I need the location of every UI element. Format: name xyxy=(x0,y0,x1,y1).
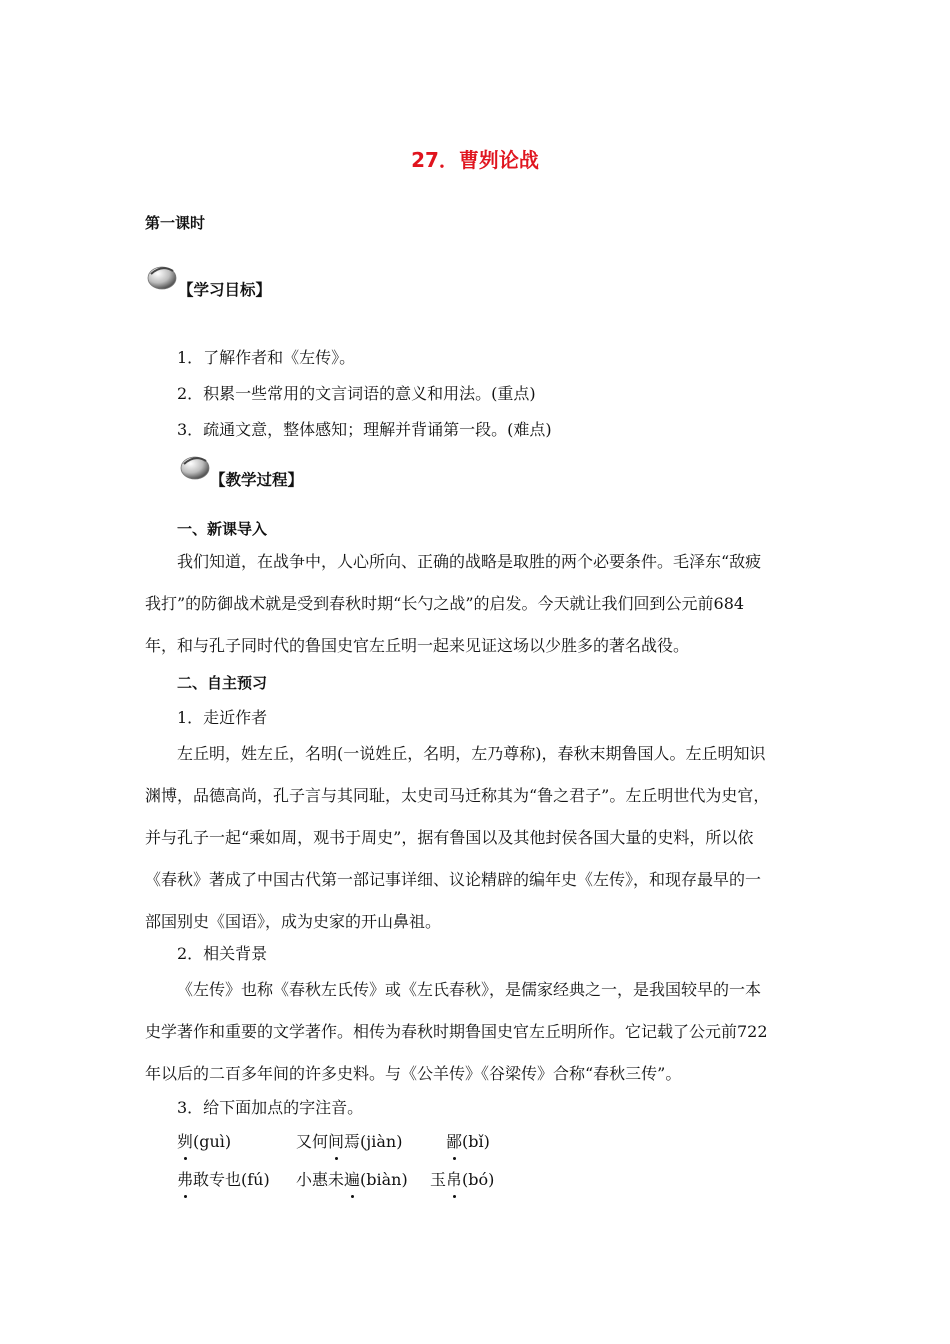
page-title: 27．曹刿论战 xyxy=(411,148,539,172)
author-line: 渊博，品德高尚，孔子言与其同耻，太史司马迁称其为“鲁之君子”。左丘明世代为史官， xyxy=(145,786,770,805)
part2-heading: 二、自主预习 xyxy=(177,674,268,692)
background-line: 年以后的二百多年间的许多史料。与《公羊传》《谷梁传》合称“春秋三传”。 xyxy=(145,1064,682,1083)
pinyin-item: 小惠未遍(biàn) xyxy=(296,1170,408,1189)
author-line: 部国别史《国语》，成为史家的开山鼻祖。 xyxy=(145,912,442,931)
pinyin-item: 刿(guì) xyxy=(177,1132,232,1151)
author-line: 并与孔子一起“乘如周，观书于周史”，据有鲁国以及其他封侯各国大量的史料，所以依 xyxy=(145,828,754,847)
sub-heading-pinyin: 3．给下面加点的字注音。 xyxy=(177,1098,364,1117)
dotted-char: 鄙 xyxy=(446,1132,463,1151)
author-line: 《春秋》著成了中国古代第一部记事详细、议论精辟的编年史《左传》，和现存最早的一 xyxy=(145,870,762,889)
dotted-char: 帛 xyxy=(446,1170,463,1189)
pinyin-item: 弗敢专也(fú) xyxy=(177,1170,270,1189)
sub-heading-author: 1．走近作者 xyxy=(177,708,268,727)
intro-line: 我打”的防御战术就是受到春秋时期“长勺之战”的启发。今天就让我们回到公元前684 xyxy=(145,594,745,613)
sub-heading-background: 2．相关背景 xyxy=(177,944,268,963)
objective-item: 2．积累一些常用的文言词语的意义和用法。(重点) xyxy=(177,384,536,403)
part1-heading: 一、新课导入 xyxy=(177,520,268,538)
lesson-label: 第一课时 xyxy=(145,214,206,232)
dotted-char: 间 xyxy=(328,1132,345,1151)
background-line: 史学著作和重要的文学著作。相传为春秋时期鲁国史官左丘明所作。它记载了公元前722 xyxy=(145,1022,768,1041)
dotted-char: 弗 xyxy=(177,1170,194,1189)
pinyin-item: 又何间焉(jiàn) xyxy=(296,1132,403,1151)
dotted-char: 遍 xyxy=(344,1170,361,1189)
section-bullet-icon xyxy=(145,262,179,290)
pinyin-item: 玉帛(bó) xyxy=(430,1170,495,1189)
dotted-char: 刿 xyxy=(177,1132,194,1151)
intro-line: 年，和与孔子同时代的鲁国史官左丘明一起来见证这场以少胜多的著名战役。 xyxy=(145,636,690,655)
author-line: 左丘明，姓左丘，名明(一说姓丘，名明，左乃尊称)，春秋末期鲁国人。左丘明知识 xyxy=(177,744,766,763)
section-bullet-icon xyxy=(178,452,212,480)
intro-line: 我们知道，在战争中，人心所向、正确的战略是取胜的两个必要条件。毛泽东“敌疲 xyxy=(177,552,762,571)
objectives-heading: 【学习目标】 xyxy=(178,281,272,299)
objective-item: 3．疏通文意，整体感知；理解并背诵第一段。(难点) xyxy=(177,420,552,439)
process-heading: 【教学过程】 xyxy=(210,471,304,489)
pinyin-item: 鄙(bǐ) xyxy=(446,1132,490,1151)
background-line: 《左传》也称《春秋左氏传》或《左氏春秋》，是儒家经典之一，是我国较早的一本 xyxy=(177,980,762,999)
objective-item: 1．了解作者和《左传》。 xyxy=(177,348,356,367)
